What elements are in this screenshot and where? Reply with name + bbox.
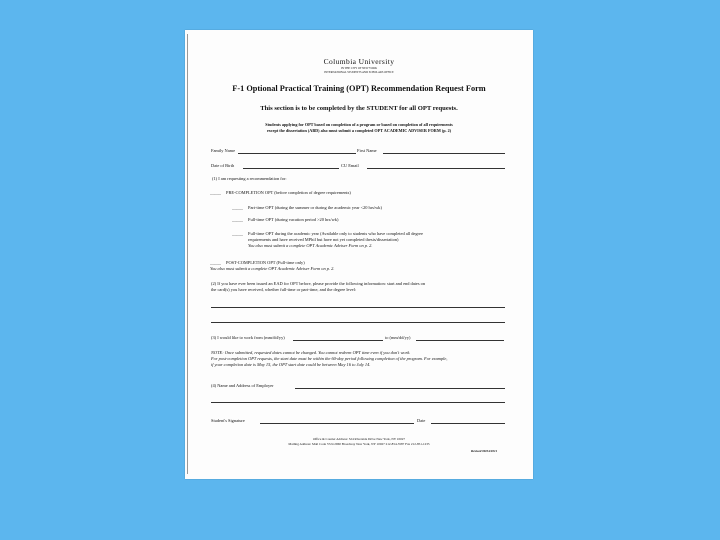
full-time-blank[interactable]: _____ bbox=[232, 217, 243, 222]
q3-to-label: to (mm/dd/yy) bbox=[385, 335, 411, 340]
email-label: CU Email bbox=[341, 163, 359, 168]
revised-date: Revised 08/04/2011 bbox=[471, 449, 498, 453]
q2-line2: the card(s) you have received, whether full-time or part-time, and the degree level: bbox=[211, 287, 357, 292]
office-address: Office & Courier Address: 524 Riverside Drive New York, NY 10027 bbox=[312, 437, 406, 441]
full-time-label: Full-time OPT (during vacation period >20 hrs/wk) bbox=[248, 217, 339, 222]
form-note-line2: except the dissertation (ABD) also must submit a completed OPT ACADEMIC ADVISER FORM (p. 2) bbox=[266, 128, 452, 133]
pre-completion-blank[interactable]: _____ bbox=[210, 190, 221, 195]
full-time-academic-line3: You also must submit a complete OPT Academic Adviser Form on p. 2. bbox=[248, 243, 373, 248]
part-time-blank[interactable]: _____ bbox=[232, 205, 243, 210]
form-title: F-1 Optional Practical Training (OPT) Recommendation Request Form bbox=[232, 84, 486, 93]
q4-field-line2[interactable] bbox=[211, 402, 505, 403]
form-subtitle: This section is to be completed by the STUDENT for all OPT requests. bbox=[260, 105, 458, 112]
dob-label: Date of Birth bbox=[211, 163, 235, 168]
dob-field[interactable] bbox=[243, 168, 339, 169]
form-note-line1: Students applying for OPT based on completion of a program or based on completion of all requirements bbox=[265, 122, 453, 127]
post-completion-blank[interactable]: _____ bbox=[210, 260, 221, 265]
date-field[interactable] bbox=[431, 423, 505, 424]
mailing-address: Mailing Address: Mail Code 5724 2960 Broadway New York, NY 10027 212-854-3587 Fax 212-851-1235 bbox=[288, 442, 430, 446]
full-time-academic-line2: requirements and have received MPhil but have not yet completed thesis/dissertation) bbox=[248, 237, 399, 242]
q1-label: (1) I am requesting a recommendation for: bbox=[212, 176, 287, 181]
q3-note-line1: NOTE: Once submitted, requested dates cannot be changed. You cannot redeem OPT time even if you don't work. bbox=[211, 350, 411, 355]
pre-completion-label: PRE-COMPLETION OPT (before completion of degree requirements) bbox=[226, 190, 351, 195]
q3-from-field[interactable] bbox=[293, 340, 383, 341]
email-field[interactable] bbox=[367, 168, 505, 169]
post-completion-note: You also must submit a complete OPT Academic Adviser Form on p. 2. bbox=[210, 266, 335, 271]
first-name-label: First Name bbox=[357, 148, 377, 153]
opt-form-page bbox=[185, 30, 533, 479]
q3-note-line2: For post-completion OPT requests, the start date must be within the 60-day period following completion of the program. For example, bbox=[211, 356, 448, 361]
office-line: INTERNATIONAL STUDENTS AND SCHOLARS OFFICE bbox=[324, 71, 394, 74]
date-label: Date bbox=[417, 418, 426, 423]
q4-field-line1[interactable] bbox=[295, 388, 505, 389]
q2-line1: (2) If you have ever been issued an EAD for OPT before, please provide the following information: start and end dates on bbox=[211, 281, 426, 286]
first-name-field[interactable] bbox=[383, 153, 505, 154]
q2-answer-line1[interactable] bbox=[211, 307, 505, 308]
family-name-field[interactable] bbox=[238, 153, 356, 154]
post-completion-label: POST-COMPLETION OPT (Full-time only) bbox=[226, 260, 305, 265]
full-time-academic-line1: Full-time OPT during the academic year (Available only to students who have completed all degree bbox=[248, 231, 423, 236]
q3-from-label: (3) I would like to work from (mm/dd/yy) bbox=[211, 335, 285, 340]
signature-label: Student's Signature bbox=[211, 418, 245, 423]
part-time-label: Part-time OPT (during the summer or during the academic year <20 hrs/wk) bbox=[248, 205, 382, 210]
q2-answer-line2[interactable] bbox=[211, 322, 505, 323]
city-line: IN THE CITY OF NEW YORK bbox=[341, 67, 377, 70]
signature-field[interactable] bbox=[260, 423, 414, 424]
family-name-label: Family Name bbox=[211, 148, 236, 153]
page-edge-line bbox=[187, 34, 188, 474]
full-time-academic-blank[interactable]: _____ bbox=[232, 231, 243, 236]
q3-note-line3: if your completion date is May 15, the OPT start date could be between May 16 to July 14. bbox=[211, 362, 371, 367]
university-logo-text: Columbia University bbox=[323, 57, 395, 66]
q3-to-field[interactable] bbox=[416, 340, 504, 341]
q4-label: (4) Name and Address of Employer bbox=[211, 383, 274, 388]
